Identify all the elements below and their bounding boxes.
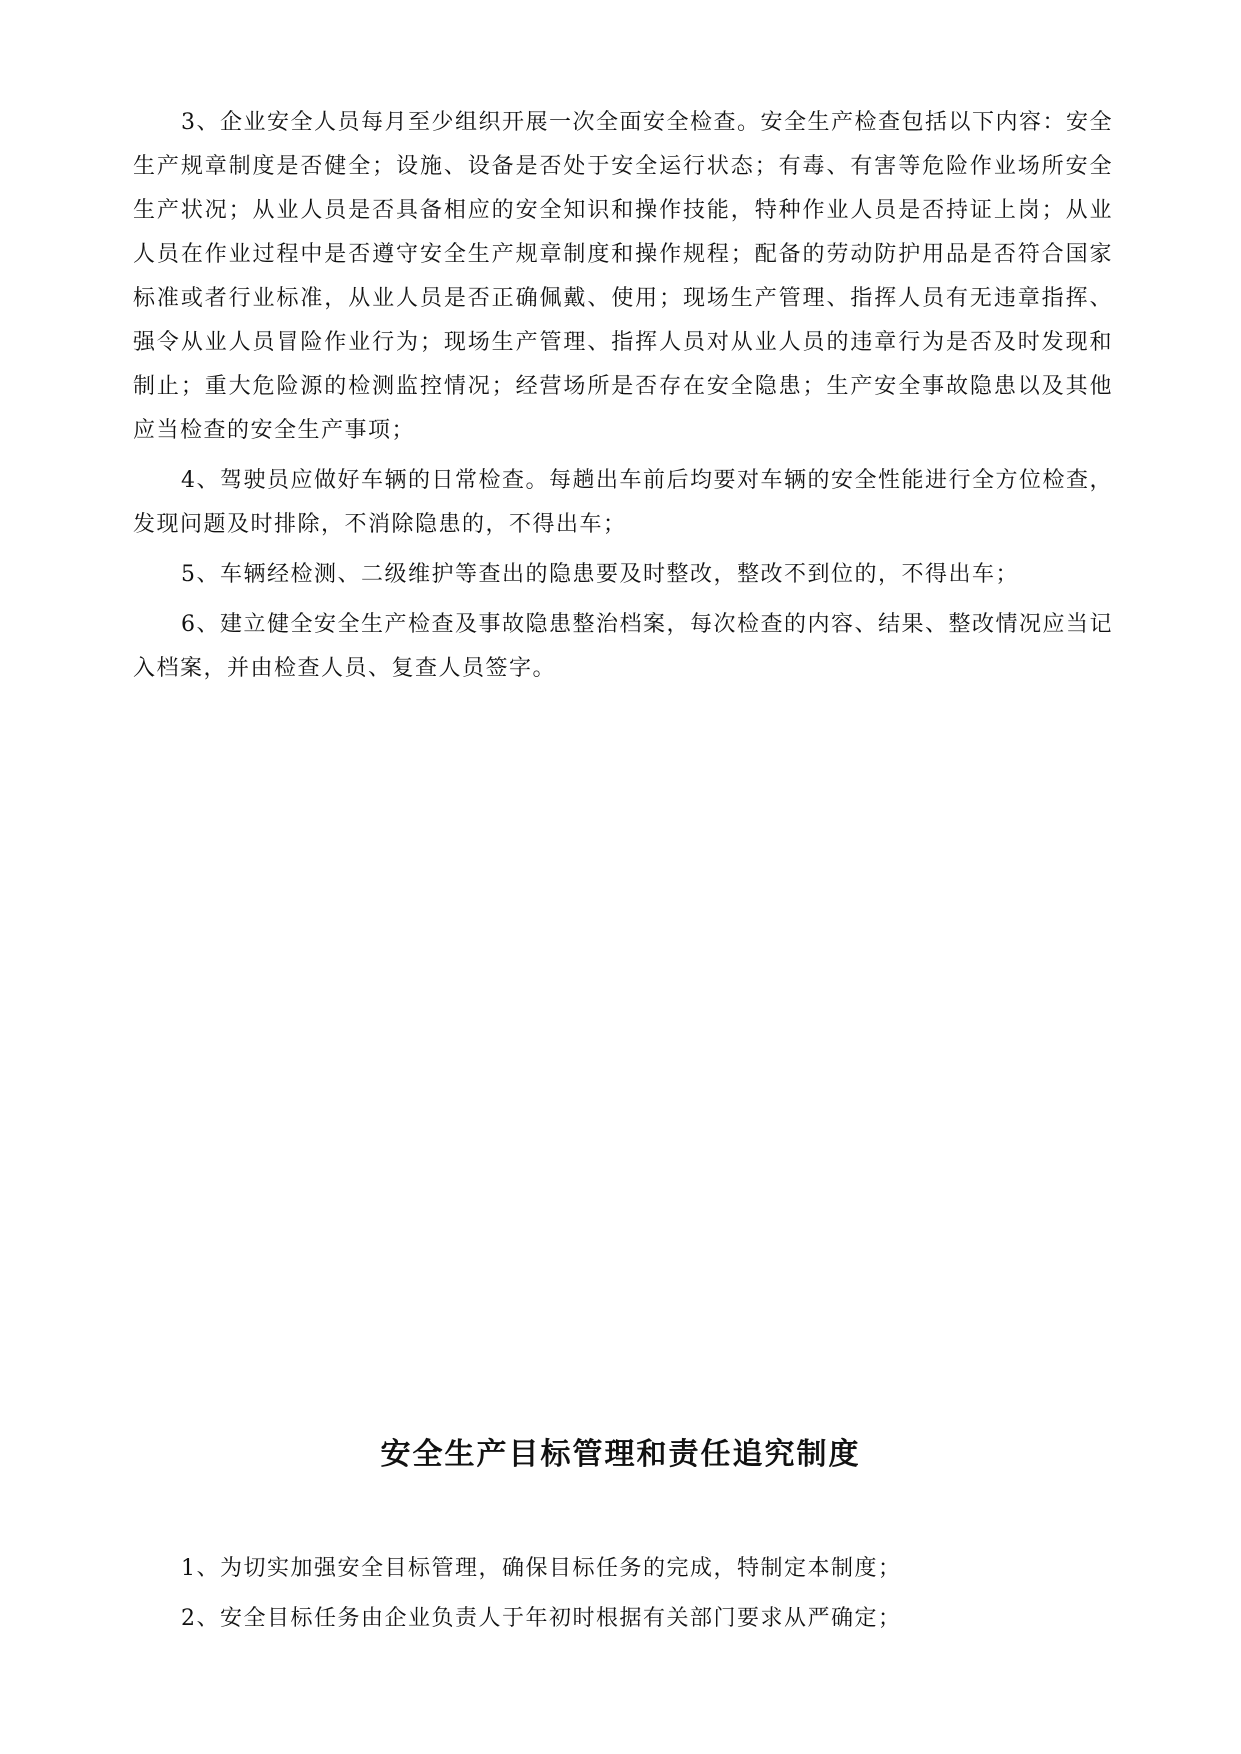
paragraph-item-5: 5、车辆经检测、二级维护等查出的隐患要及时整改，整改不到位的，不得出车； xyxy=(181,562,1019,587)
paragraph-item-4: 4、驾驶员应做好车辆的日常检查。每趟出车前后均要对车辆的安全性能进行全方位检查，发现问题及时排除，不消除隐患的，不得出车； xyxy=(133,468,1114,537)
paragraph-item-3: 3、企业安全人员每月至少组织开展一次全面安全检查。安全生产检查包括以下内容：安全生产规章制度是否健全；设施、设备是否处于安全运行状态；有毒、有害等危险作业场所安全生产状况；从业人员是否具备相应的安全知识和操作技能，特种作业人员是否持证上岗；从业人员在作业过程中是否遵守安全生产规章制度和操作规程；配备的劳动防护用品是否符合国家标准或者行业标准，从业人员是否正确佩戴、使用；现场生产管理、指挥人员有无违章指挥、强令从业人员冒险作业行为；现场生产管理、指挥人员对从业人员的违章行为是否及时发现和制止；重大危险源的检测监控情况；经营场所是否存在安全隐患；生产安全事故隐患以及其他应当检查的安全生产事项； xyxy=(133,110,1114,443)
paragraph-item-2: 2、安全目标任务由企业负责人于年初时根据有关部门要求从严确定； xyxy=(181,1606,902,1631)
inspection-section xyxy=(133,101,1113,697)
paragraph-item-6: 6、建立健全安全生产检查及事故隐患整治档案，每次检查的内容、结果、整改情况应当记入档案，并由检查人员、复查人员签字。 xyxy=(133,612,1114,681)
section-title: 安全生产目标管理和责任追究制度 xyxy=(380,1437,861,1472)
paragraph-item-1: 1、为切实加强安全目标管理，确保目标任务的完成，特制定本制度； xyxy=(181,1556,902,1581)
target-management-section xyxy=(133,1547,1113,1647)
